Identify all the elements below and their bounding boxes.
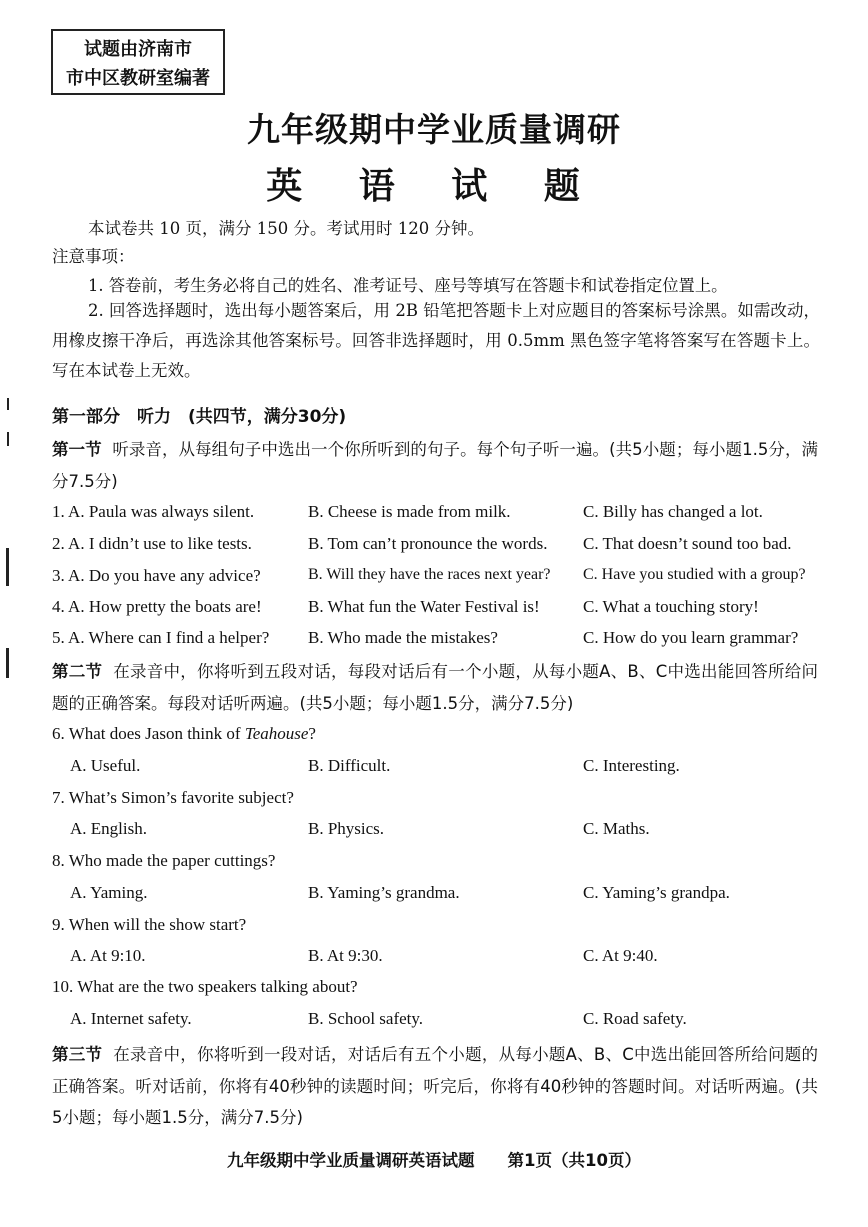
q9-stem: 9. When will the show start?	[52, 915, 247, 934]
q7-option-a: A. English.	[70, 819, 147, 838]
q2-option-b: B. Tom can’t pronounce the words.	[308, 534, 548, 553]
q9-option-c: C. At 9:40.	[583, 946, 658, 965]
q7-option-c: C. Maths.	[583, 819, 650, 838]
q6-stem-title: Teahouse	[244, 724, 309, 743]
q8-option-b: B. Yaming’s grandma.	[308, 883, 460, 902]
editor-stamp	[51, 29, 225, 95]
exam-intro: 本试卷共 10 页，满分 150 分。考试用时 120 分钟。	[88, 219, 484, 238]
stamp-line-1: 试题由济南市	[84, 39, 192, 60]
q8-stem: 8. Who made the paper cuttings?	[52, 851, 276, 870]
exam-subtitle: 英 语 试 题	[266, 166, 602, 207]
q4-option-b: B. What fun the Water Festival is!	[308, 597, 540, 616]
q1-option-a: 1. A. Paula was always silent.	[52, 502, 255, 521]
q5-option-b: B. Who made the mistakes?	[308, 628, 498, 647]
q5-option-c: C. How do you learn grammar?	[583, 628, 799, 647]
q8-option-a: A. Yaming.	[70, 883, 148, 902]
q5-option-a: 5. A. Where can I find a helper?	[52, 628, 270, 647]
q4-option-c: C. What a touching story!	[583, 597, 759, 616]
q2-option-a: 2. A. I didn’t use to like tests.	[52, 534, 252, 553]
q9-option-b: B. At 9:30.	[308, 946, 383, 965]
section2-label: 第二节	[52, 662, 103, 681]
q6-stem	[52, 724, 316, 744]
q4-option-a: 4. A. How pretty the boats are!	[52, 597, 262, 616]
section3-instructions	[52, 1039, 818, 1134]
q9-option-a: A. At 9:10.	[70, 946, 146, 965]
q8-option-c: C. Yaming’s grandpa.	[583, 883, 730, 902]
scan-mark	[6, 548, 9, 586]
section1-instructions	[52, 434, 818, 497]
section2-text: 在录音中，你将听到五段对话，每段对话后有一个小题，从每小题A、B、C中选出能回答所给问题的正确答案。每段对话听两遍。(共5小题；每小题1.5分，满分7.5分)	[52, 662, 818, 713]
q6-option-a: A. Useful.	[70, 756, 141, 775]
exam-title: 九年级期中学业质量调研	[247, 110, 621, 149]
part1-heading: 第一部分 听力 (共四节，满分30分)	[52, 407, 347, 427]
notes-heading: 注意事项：	[52, 247, 135, 266]
section2-instructions	[52, 656, 818, 719]
q1-option-c: C. Billy has changed a lot.	[583, 502, 763, 521]
q2-option-c: C. That doesn’t sound too bad.	[583, 534, 792, 553]
q3-option-c: C. Have you studied with a group?	[583, 566, 806, 583]
q6-option-b: B. Difficult.	[308, 756, 391, 775]
section3-label: 第三节	[52, 1045, 103, 1064]
q1-option-b: B. Cheese is made from milk.	[308, 502, 511, 521]
q10-option-a: A. Internet safety.	[70, 1009, 192, 1028]
q3-option-a: 3. A. Do you have any advice?	[52, 566, 261, 585]
notes-item-2: 2. 回答选择题时，选出每小题答案后，用 2B 铅笔把答题卡上对应题目的答案标号涂黑。如需改动，用橡皮擦干净后，再选涂其他答案标号。回答非选择题时，用 0.5mm 黑色签字笔将答案写在答题卡上。写在本试卷上无效。	[52, 301, 820, 380]
scan-mark	[6, 648, 9, 678]
section3-text: 在录音中，你将听到一段对话，对话后有五个小题，从每小题A、B、C中选出能回答所给问题的正确答案。听对话前，你将有40秒钟的读题时间；听完后，你将有40秒钟的答题时间。对话听两遍。(共5小题；每小题1.5分，满分7.5分)	[52, 1045, 818, 1127]
section1-text: 听录音，从每组句子中选出一个你所听到的句子。每个句子听一遍。(共5小题；每小题1.5分，满分7.5分)	[52, 440, 819, 491]
q7-stem: 7. What’s Simon’s favorite subject?	[52, 788, 294, 807]
scan-mark	[7, 432, 9, 446]
q10-option-b: B. School safety.	[308, 1009, 424, 1028]
page-footer: 九年级期中学业质量调研英语试题 第1页（共10页）	[227, 1151, 641, 1170]
stamp-line-2: 市中区教研室编著	[66, 68, 210, 89]
q10-stem: 10. What are the two speakers talking about?	[52, 977, 358, 996]
q10-option-c: C. Road safety.	[583, 1009, 687, 1028]
scan-mark	[7, 398, 9, 410]
q6-option-c: C. Interesting.	[583, 756, 680, 775]
q6-stem-text: 6. What does Jason think of	[52, 724, 245, 743]
q7-option-b: B. Physics.	[308, 819, 385, 838]
q6-stem-end: ?	[308, 724, 316, 743]
section1-label: 第一节	[52, 440, 102, 459]
q3-option-b: B. Will they have the races next year?	[308, 566, 551, 583]
notes-item-1: 1. 答卷前，考生务必将自己的姓名、准考证号、座号等填写在答题卡和试卷指定位置上。	[88, 276, 728, 295]
